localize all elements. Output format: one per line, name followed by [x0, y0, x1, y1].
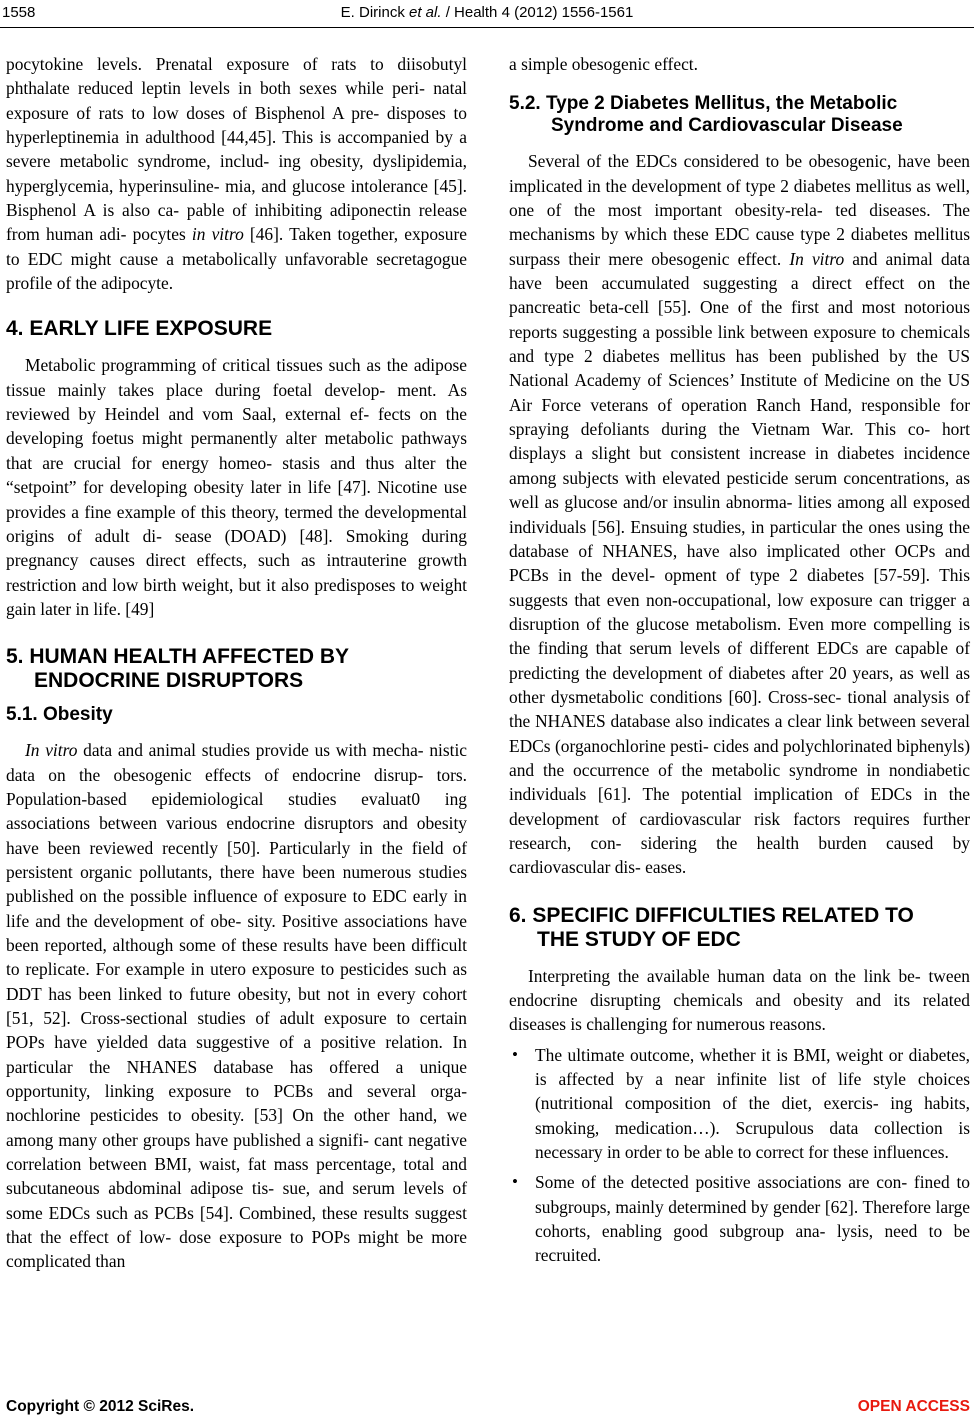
left-column [6, 52, 467, 1274]
section-heading-5 [6, 645, 467, 693]
open-access-label: OPEN ACCESS [857, 1398, 970, 1415]
subsection-heading-5-2 [509, 93, 970, 137]
running-head-citation: / Health 4 (2012) 1556-1561 [445, 4, 634, 21]
text-span: data and animal studies provide us with mecha- nistic data on the obesogenic effects of endocrine disrup- tors. Population-based epidemiological studies evaluat0 ing associations between various endocrine disruptors and obesity have been reviewed recently [50]. Particularly in the field of persistent organic pollutants, there have been numerous studies published on the possible influence of exposure to EDC early in life and the development of obe- sity. Positive associations have been reported, although some of these results have been difficult to replicate. For example in utero exposure to pesticides such as DDT has been linked to future obesity, but not in every cohort [51, 52]. Cross-sectional studies of adult exposure to certain POPs have yielded data suggestive of a positive relation. In particular the NHANES database has offered a unique opportunity, linking exposure to PCBs and several orga- nochlorine pesticides to obesity. [53] On the other hand, we among many other groups have published a signifi- cant negative correlation between BMI, waist, fat mass percentage, total and subcutaneous abdominal adipose tis- sue, and serum levels of some EDCs such as PCBs [54]. Combined, these results suggest that the effect of low- dose exposure to POPs might be more complicated than [6, 740, 467, 1272]
italic-span: in vitro [191, 224, 244, 245]
subsection-heading-5-1: 5.1. Obesity [6, 704, 113, 726]
paragraph-difficulties: Interpreting the available human data on the link be- tween endocrine disrupting chemicals and obesity and its related diseases is challenging for numerous reasons. [509, 965, 970, 1035]
list-item-text: • The ultimate outcome, whether it is BMI, weight or diabetes, is affected by a near infinite list of life style choices (nutritional composition of the diet, exercis- ing habits, smoking, medication…). Scrupulous data collection is necessary in order to be able to correct for these influences. [535, 1044, 970, 1163]
running-head-etal: et al. [409, 4, 442, 21]
section-heading-4: 4. EARLY LIFE EXPOSURE [6, 317, 273, 341]
paragraph-early-life: Metabolic programming of critical tissues such as the adipose tissue mainly takes place during foetal develop- ment. As reviewed by Heindel and vom Saal, external ef- fects on the developing foetus might permanently alter metabolic pathways that are crucial for energy homeo- stasis and thus alter the “setpoint” for developing obesity later in life [47]. Nicotine use provides a fine example of this theory, termed the developmental origins of adult di- sease (DOAD) [48]. Smoking during pregnancy causes direct effects, such as intrauterine growth restriction and low birth weight, but it also predisposes to weight gain later in life. [49] [6, 355, 467, 619]
list-item-text: • Some of the detected positive associations are con- fined to subgroups, mainly determined by gender [62]. Therefore large cohorts, enabling good subgroup ana- lysis, need to be recruited. [535, 1172, 970, 1266]
running-head-author: E. Dirinck [340, 4, 405, 21]
italic-span: In vitro [789, 248, 845, 269]
paragraph-adipocyte [6, 52, 467, 295]
page-header [0, 4, 974, 24]
list-item [509, 1043, 970, 1165]
paragraph-diabetes [509, 149, 970, 879]
section-heading-6 [509, 904, 970, 952]
text-span: pocytokine levels. Prenatal exposure of rats to diisobutyl phthalate reduced leptin levels in both sexes while peri- natal exposure of rats to low doses of Bisphenol A pre- disposes to hyperleptinemia in adulthood [44,45]. This is accompanied by a severe metabolic syndrome, includ- ing obesity, dyslipidemia, hyperglycemia, hyperinsuline- mia, and glucose intolerance [45]. Bisphenol A is also ca- pable of inhibiting adiponectin release from human adi- pocytes [6, 54, 467, 245]
running-head [0, 4, 974, 21]
heading-line-2: Syndrome and Cardiovascular Disease [551, 115, 903, 137]
heading-line-2: THE STUDY OF EDC [537, 927, 741, 951]
text-span: [46]. Taken together, exposure to EDC might cause a metabolically unfavorable secretagogue profile of the adipocyte. [6, 224, 468, 294]
heading-line-1: 5. HUMAN HEALTH AFFECTED BY [6, 645, 349, 669]
header-rule [0, 27, 974, 28]
right-column [509, 52, 970, 1268]
heading-line-1: 5.2. Type 2 Diabetes Mellitus, the Metabolic [509, 93, 898, 115]
heading-line-2: ENDOCRINE DISRUPTORS [34, 669, 304, 693]
paragraph-continuation: a simple obesogenic effect. [509, 54, 698, 74]
paragraph-obesity [6, 738, 467, 1274]
text-span: Several of the EDCs considered to be obesogenic, have been implicated in the development of type 2 diabetes mellitus as well, one of the most important obesity-rela- ted diseases. The mechanisms by which these EDC cause type 2 diabetes mellitus surpass their mere obesogenic effect. [509, 151, 970, 269]
page-footer [0, 1398, 974, 1418]
italic-span: In vitro [25, 740, 78, 761]
copyright-notice: Copyright © 2012 SciRes. [6, 1398, 195, 1415]
difficulties-list [509, 1043, 970, 1268]
list-item [509, 1170, 970, 1267]
page-number: 1558 [2, 4, 36, 21]
heading-line-1: 6. SPECIFIC DIFFICULTIES RELATED TO [509, 903, 914, 927]
text-span: and animal data have been accumulated suggesting a direct effect on the pancreatic beta-cell [55]. One of the first and most notorious reports suggesting a possible link between exposure to chemicals and type 2 diabetes mellitus has been published by the US National Academy of Sciences’ Institute of Medicine on the US Air Force veterans of operation Ranch Hand, responsible for spraying defoliants during the Vietnam War. This co- hort displays a slight but consistent increase in diabetes incidence among subjects with elevated pesticide serum concentrations, as well as glucose and/or insulin abnorma- lities among all exposed individuals [56]. Ensuing studies, in particular the ones using the database of NHANES, have also implicated other OCPs and PCBs in the devel- opment of type 2 diabetes [57-59]. This suggests that even non-occupational, low exposure can trigger a disruption of the glucose metabolism. Even more compelling is the finding that serum levels of different EDCs are capable of predicting the development of diabetes after 20 years, as well as other dysmetabolic conditions [60]. Cross-sec- tional analysis of the NHANES database also indicates a clear link between several EDCs (organochlorine pesti- cides and polychlorinated biphenyls) and the occurrence of the metabolic syndrome in nondiabetic individuals [61]. The potential implication of EDCs in the development of cardiovascular risk factors requires further research, con- sidering the health burden caused by cardiovascular dis- eases. [509, 248, 970, 878]
